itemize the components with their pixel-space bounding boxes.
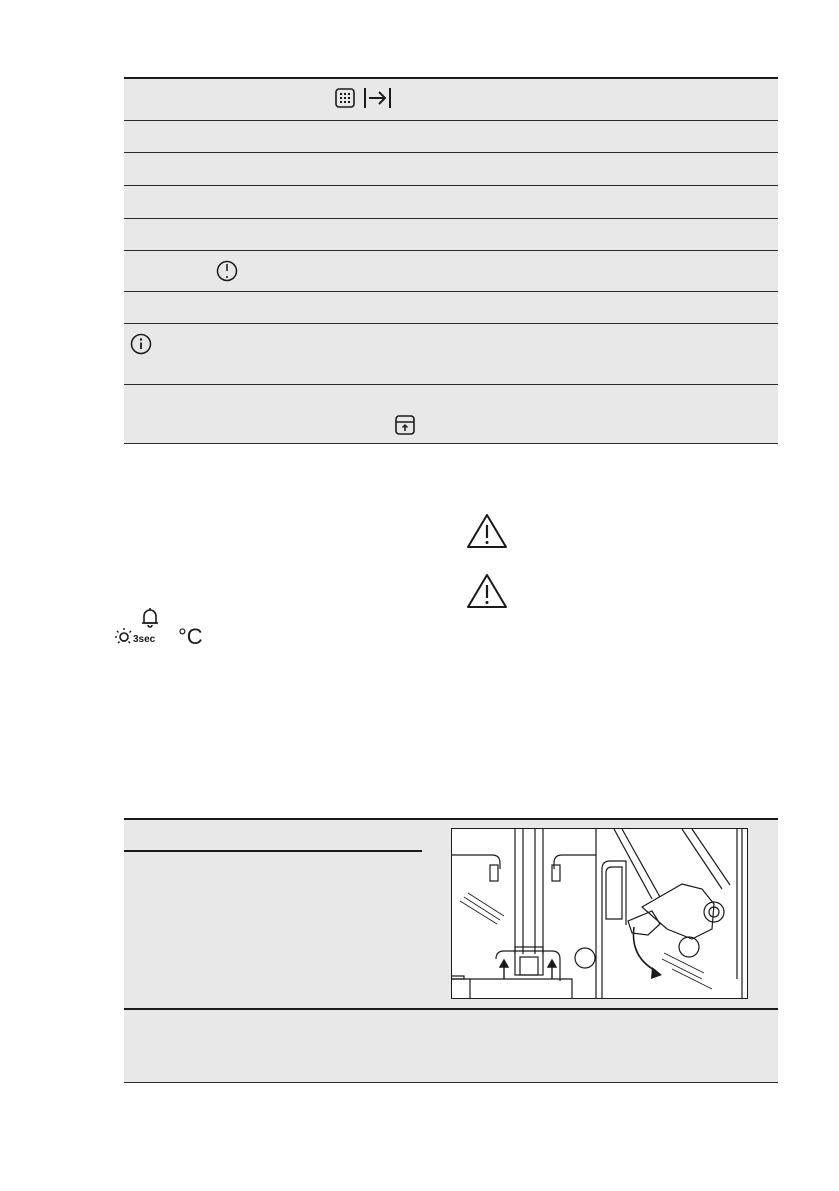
light-3sec-icon: [113, 627, 159, 649]
settings-table: [124, 79, 778, 444]
table-row: [124, 385, 778, 444]
bell-icon: [140, 607, 160, 629]
table-row: [124, 324, 778, 385]
celsius-icon: °C: [178, 624, 203, 649]
door-hinge-illustration: [451, 828, 748, 999]
duration-label: 3sec: [133, 634, 156, 645]
table-row: [124, 153, 778, 186]
table-row: [124, 186, 778, 219]
warning-triangle-icon: [466, 513, 508, 549]
row-divider: [124, 1008, 778, 1010]
header-rule: [124, 850, 422, 852]
table-row: [124, 219, 778, 251]
clock-icon: [216, 260, 238, 282]
table-row: [124, 121, 778, 153]
door-lock-icon: [395, 415, 415, 435]
table-row: [124, 79, 778, 121]
table-row: [124, 292, 778, 324]
grid-menu-icon: [335, 88, 355, 108]
warning-triangle-icon: [466, 573, 508, 609]
table-row: [124, 251, 778, 292]
arrow-to-bar-icon: [363, 87, 393, 109]
info-icon: [130, 333, 152, 355]
